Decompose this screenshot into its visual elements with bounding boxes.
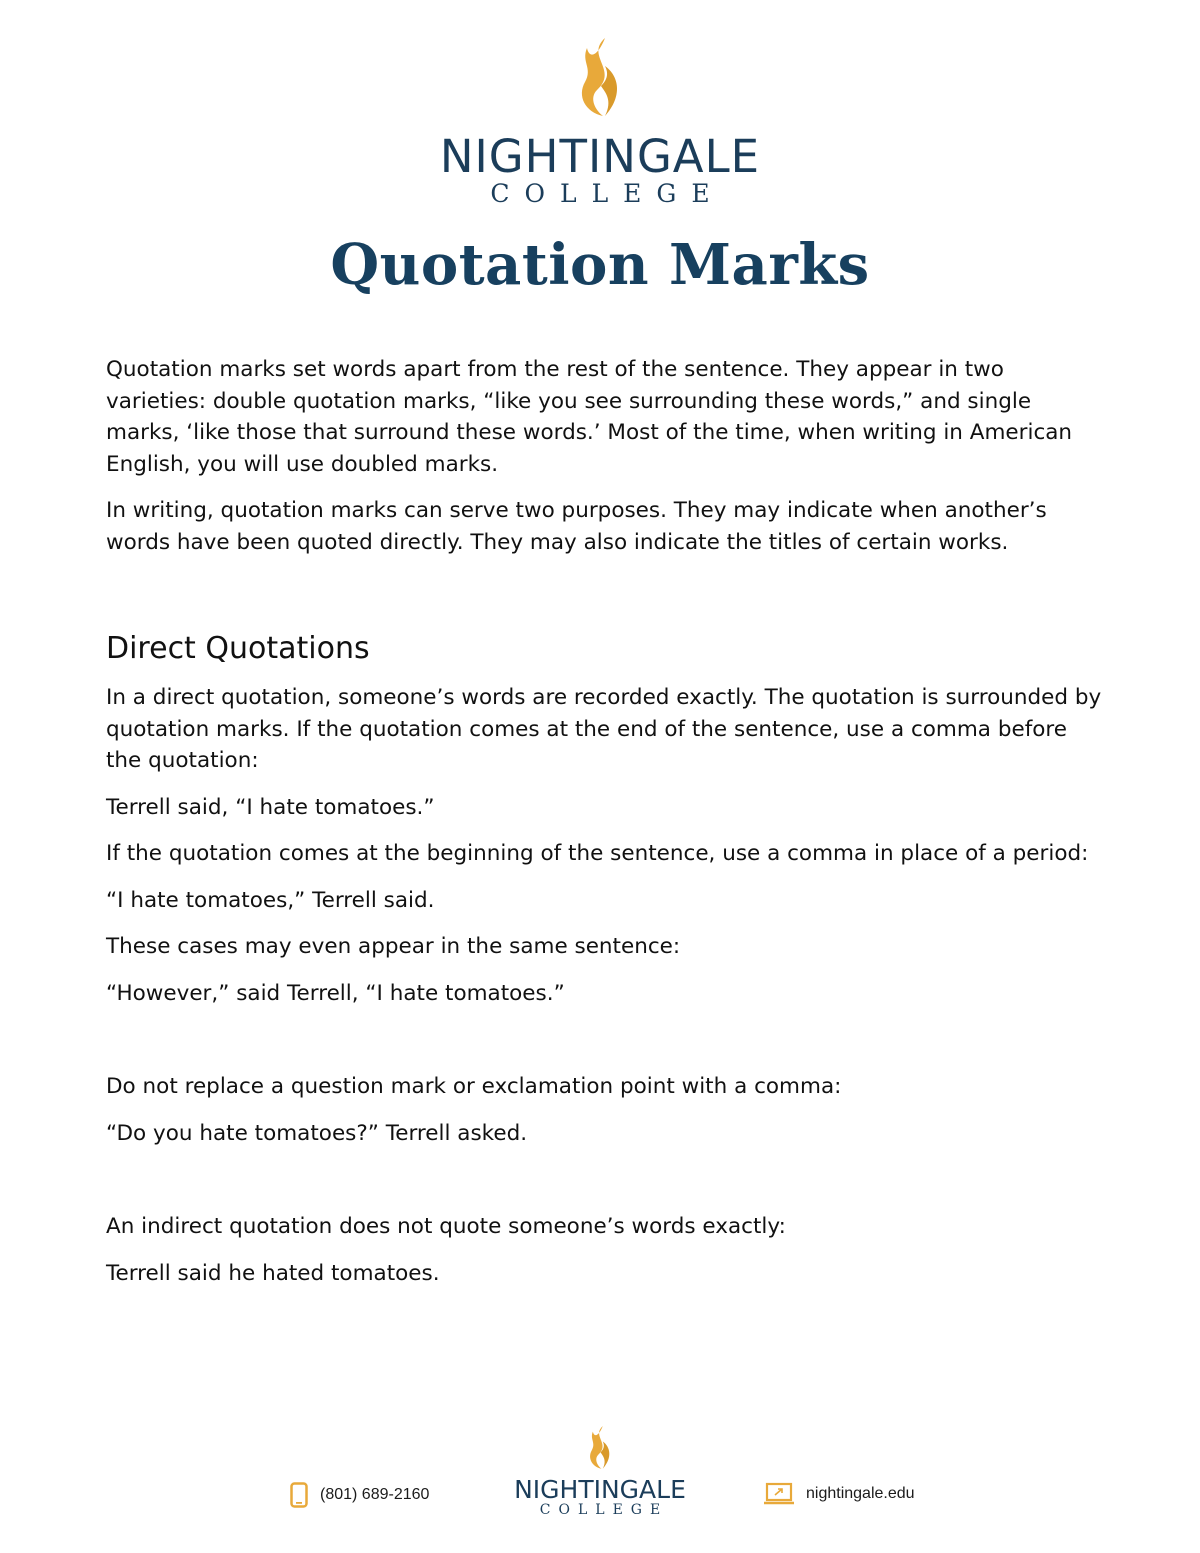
paragraph: In a direct quotation, someone’s words are recorded exactly. The quotation is surrounded by quotation marks. If the quotation comes at the end of the sentence, use a comma before the quotation: — [106, 685, 1102, 773]
footer-logo-name: NIGHTINGALE — [514, 1475, 686, 1504]
paragraph: An indirect quotation does not quote someone’s words exactly: — [106, 1214, 786, 1239]
example: “Do you hate tomatoes?” Terrell asked. — [106, 1120, 528, 1146]
flame-logo-icon — [586, 1425, 614, 1471]
example: Terrell said he hated tomatoes. — [106, 1260, 440, 1286]
footer-logo-sub: COLLEGE — [539, 1502, 669, 1518]
section-heading: Direct Quotations — [106, 631, 370, 666]
logo-name: NIGHTINGALE — [439, 130, 761, 183]
document-body — [106, 354, 1106, 1304]
footer-website — [764, 1482, 915, 1506]
paragraph: Do not replace a question mark or exclamation point with a comma: — [106, 1074, 842, 1099]
phone-number: (801) 689-2160 — [320, 1486, 430, 1503]
intro-paragraph-2: In writing, quotation marks can serve two purposes. They may indicate when another’s words have been quoted directly. They may also indicate the titles of certain works. — [106, 498, 1047, 555]
page-title: Quotation Marks — [330, 232, 870, 298]
logo-sub: COLLEGE — [490, 179, 725, 208]
example: Terrell said, “I hate tomatoes.” — [106, 794, 435, 820]
laptop-icon — [764, 1482, 794, 1506]
example: “However,” said Terrell, “I hate tomatoes.” — [106, 980, 565, 1006]
flame-logo-icon — [575, 36, 625, 120]
paragraph: These cases may even appear in the same sentence: — [106, 934, 681, 959]
footer — [0, 1425, 1200, 1535]
header-logo — [0, 36, 1200, 206]
website-link[interactable]: nightingale.edu — [806, 1485, 915, 1502]
footer-logo — [0, 1425, 1200, 1517]
paragraph: If the quotation comes at the beginning of the sentence, use a comma in place of a period: — [106, 841, 1089, 866]
intro-paragraph-1: Quotation marks set words apart from the rest of the sentence. They appear in two varieties: double quotation marks, “like you see surrounding these words,” and single marks, ‘like those that surround these words.’ Most of the time, when writing in American English, you will use doubled marks. — [106, 357, 1073, 477]
example: “I hate tomatoes,” Terrell said. — [106, 887, 435, 913]
